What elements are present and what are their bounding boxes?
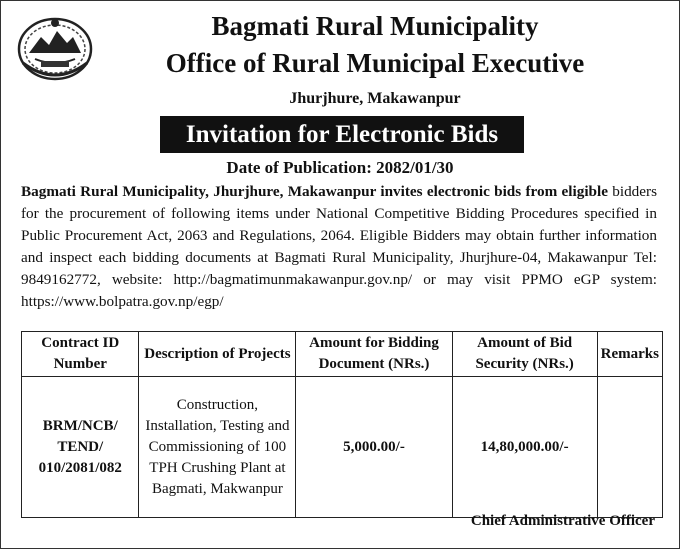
publication-date: Date of Publication: 2082/01/30 — [226, 158, 454, 177]
header-description: Description of Projects — [139, 332, 296, 377]
notice-body — [21, 181, 657, 313]
contract-id-cell: BRM/NCB/ TEND/ 010/2081/082 — [22, 377, 139, 518]
office-address: Jhurjhure, Makawanpur — [289, 90, 461, 107]
description-cell: Construction, Installation, Testing and Commissioning of 100 TPH Crushing Plant at Bagmati, Makwanpur — [139, 377, 296, 518]
header-bidding-doc-amount: Amount for Bidding Document (NRs.) — [296, 332, 452, 377]
remarks-cell — [597, 377, 662, 518]
header-contract-id: Contract ID Number — [22, 332, 139, 377]
bid-security-cell: 14,80,000.00/- — [452, 377, 597, 518]
notice-body-rest: bidders for the procurement of following items under National Competitive Bidding Procedures specified in Public Procurement Act, 2063 and Regulations, 2064. Eligible Bidders may obtain further information and inspect each bidding documents at Bagmati Rural Municipality, Jhurjhure-04, Makawanpur Tel: 9849162772, website: http://bagmatimunmakawanpur.gov.np/ or may visit PPMO eGP system: https://www.bolpatra.gov.np/egp/ — [21, 183, 657, 310]
header-bid-security: Amount of Bid Security (NRs.) — [452, 332, 597, 377]
notice-body-lead: Bagmati Rural Municipality, Jhurjhure, Makawanpur invites electronic bids from eligible — [21, 183, 608, 200]
bidding-doc-amount-cell: 5,000.00/- — [296, 377, 452, 518]
table-header-row — [22, 332, 663, 377]
signatory: Chief Administrative Officer — [470, 513, 655, 529]
notice-banner: Invitation for Electronic Bids — [160, 116, 524, 153]
municipality-title: Bagmati Rural Municipality — [211, 11, 539, 41]
table-row — [22, 377, 663, 518]
office-title: Office of Rural Municipal Executive — [165, 48, 585, 78]
bids-table — [21, 331, 663, 518]
header-remarks: Remarks — [597, 332, 662, 377]
